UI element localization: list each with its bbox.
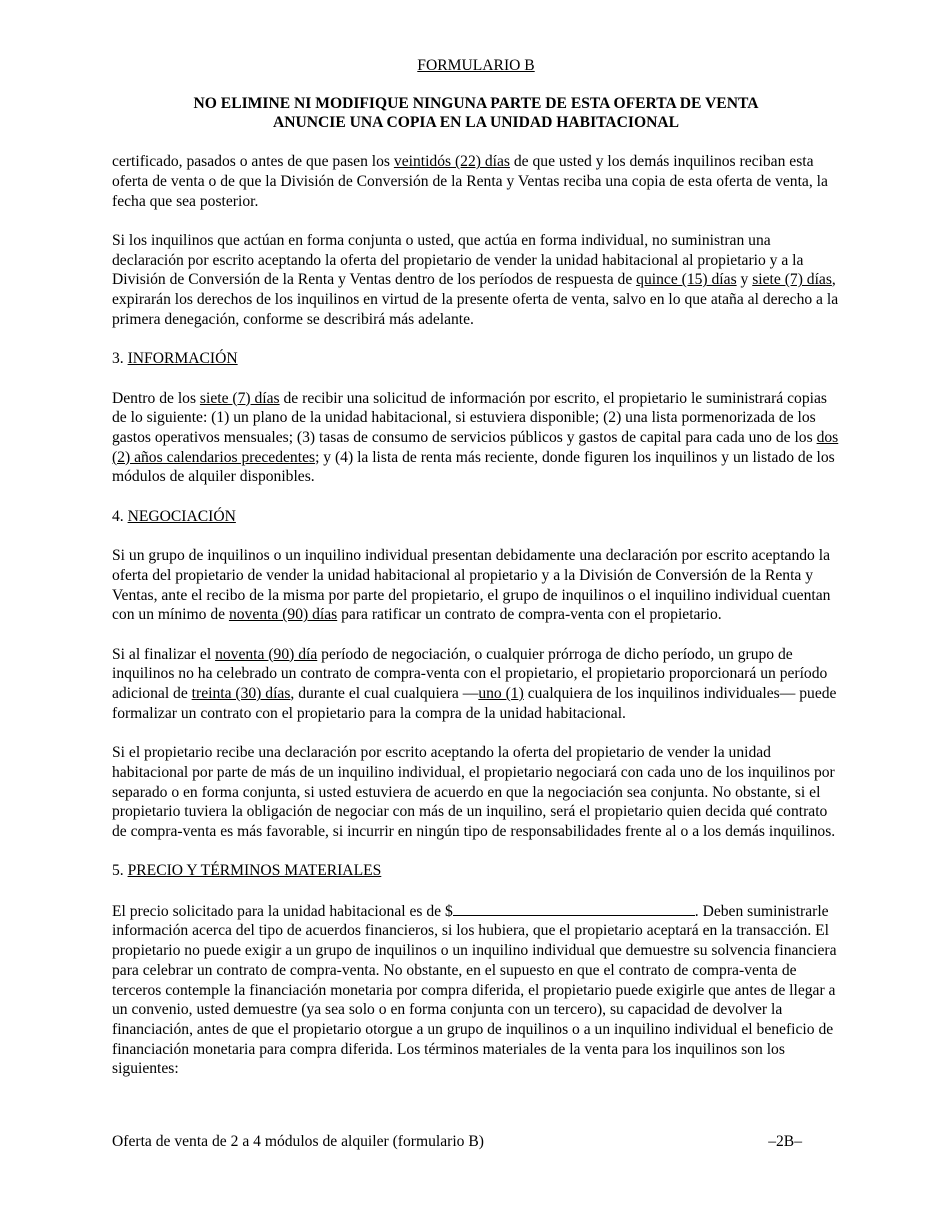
section-number: 5. <box>112 862 128 880</box>
underlined-term: siete (7) días <box>199 389 280 407</box>
text: Dentro de los <box>112 389 200 407</box>
text: El precio solicitado para la unidad habitacional es de $ <box>112 902 453 920</box>
underlined-term: quince (15) días <box>636 271 737 289</box>
headline-line-2: ANUNCIE UNA COPIA EN LA UNIDAD HABITACIONAL <box>272 114 680 132</box>
text: y <box>736 271 753 289</box>
text: cualquiera de los inquilinos individuales— puede formalizar un contrato con el propietario para la compra de la unidad habitacional. <box>112 685 837 722</box>
section-4-paragraph-1 <box>112 546 840 625</box>
section-3-paragraph <box>112 389 840 488</box>
section-3-heading <box>112 349 840 369</box>
section-number: 3. <box>112 350 128 368</box>
section-5-heading <box>112 861 840 881</box>
underlined-term: siete (7) días <box>752 271 832 289</box>
section-title: PRECIO Y TÉRMINOS MATERIALES <box>127 862 382 880</box>
paragraph-deadline <box>112 152 840 211</box>
headline-line-1: NO ELIMINE NI MODIFIQUE NINGUNA PARTE DE ESTA OFERTA DE VENTA <box>193 94 759 112</box>
section-4-heading <box>112 507 840 527</box>
document-page <box>112 56 840 1079</box>
section-5-paragraph <box>112 901 840 1079</box>
underlined-term: noventa (90) día <box>215 645 318 663</box>
text: , expirarán los derechos de los inquilinos en virtud de la presente oferta de venta, salvo en lo que ataña al derecho a la primera denegación, conforme se describirá más adelante. <box>112 271 839 328</box>
text: , durante el cual cualquiera — <box>290 685 479 702</box>
text: Si al finalizar el <box>112 645 216 663</box>
section-number: 4. <box>112 507 128 525</box>
text: Si un grupo de inquilinos o un inquilino individual presentan debidamente una declaración por escrito aceptando la oferta del propietario de vender la unidad habitacional al propietario y a la División de Conversión de la Renta y Ventas, ante el recibo de la misma por parte del propietario, el grupo de inquilinos o el inquilino individual cuentan con un mínimo de <box>112 547 831 624</box>
footer-page-number: –2B– <box>768 1133 802 1150</box>
paragraph-expiration <box>112 231 840 330</box>
text: certificado, pasados o antes de que pasen los <box>112 153 394 171</box>
section-title: NEGOCIACIÓN <box>127 507 236 525</box>
text: de que usted y los demás inquilinos reciban esta oferta de venta o de que la División de Conversión de la Renta y Ventas reciba una copia de esta oferta de venta, la fecha que sea posterior. <box>112 153 828 210</box>
section-4-paragraph-3: Si el propietario recibe una declaración por escrito aceptando la oferta del propietario de vender la unidad habitacional por parte de más de un inquilino individual, el propietario negociará con cada uno de los inquilinos por separado o en forma conjunta, si usted estuviera de acuerdo en que la negociación sea conjunta. No obstante, si el propietario tuviera la obligación de negociar con más de un inquilino, será el propietario quien decida qué contrato de compra-venta es más favorable, si incurrir en ningún tipo de responsabilidades frente al o a los demás inquilinos. <box>112 744 836 840</box>
price-blank-field[interactable] <box>453 901 695 916</box>
text: ; y (4) la lista de renta más reciente, donde figuren los inquilinos y un listado de los módulos de alquiler disponibles. <box>112 448 835 486</box>
underlined-term: veintidós (22) días <box>393 153 510 171</box>
underlined-term: noventa (90) días <box>228 606 338 624</box>
underlined-term: uno (1) <box>478 685 524 702</box>
text: período de negociación, o cualquier prórroga de dicho período, un grupo de inquilinos no ha celebrado un contrato de compra-venta con el propietario, el propietario proporcionará un período adicional de <box>112 645 828 702</box>
text: para ratificar un contrato de compra-venta con el propietario. <box>337 606 722 624</box>
form-title: FORMULARIO B <box>417 57 535 74</box>
footer-form-label: Oferta de venta de 2 a 4 módulos de alquiler (formulario B) <box>112 1133 484 1150</box>
section-title: INFORMACIÓN <box>127 350 238 368</box>
text: Si los inquilinos que actúan en forma conjunta o usted, que actúa en forma individual, no suministran una declaración por escrito aceptando la oferta del propietario de vender la unidad habitacional al propietario y a la División de Conversión de la Renta y Ventas dentro de los períodos de respuesta de <box>112 231 804 289</box>
section-4-paragraph-2 <box>112 645 840 724</box>
underlined-term: treinta (30) días <box>191 685 291 702</box>
text: de recibir una solicitud de información por escrito, el propietario le suministrará copias de lo siguiente: (1) un plano de la unidad habitacional, si estuviera disponible; (2) una lista pormenorizada de los gastos operativos mensuales; (3) tasas de consumo de servicios públicos y gastos de capital para cada uno de los <box>112 389 827 446</box>
text: . Deben suministrarle información acerca del tipo de acuerdos financieros, si los hubiera, que el propietario aceptará en la transacción. El propietario no puede exigir a un grupo de inquilinos o un inquilino individual que demuestre su solvencia financiera para celebrar un contrato de compra-venta. No obstante, en el supuesto en que el contrato de compra-venta de terceros contemple la financiación monetaria por compra diferida, el propietario puede exigirle que antes de llegar a un convenio, usted demuestre (ya sea solo o en forma conjunta con un tercero), su capacidad de devolver la financiación, antes de que el propietario otorgue a un grupo de inquilinos o a un inquilino individual el beneficio de financiación monetaria para compra diferida. Los términos materiales de la venta para los inquilinos son los siguientes: <box>112 902 837 1078</box>
headline <box>112 94 840 133</box>
underlined-term: dos (2) años calendarios precedentes <box>112 428 839 466</box>
